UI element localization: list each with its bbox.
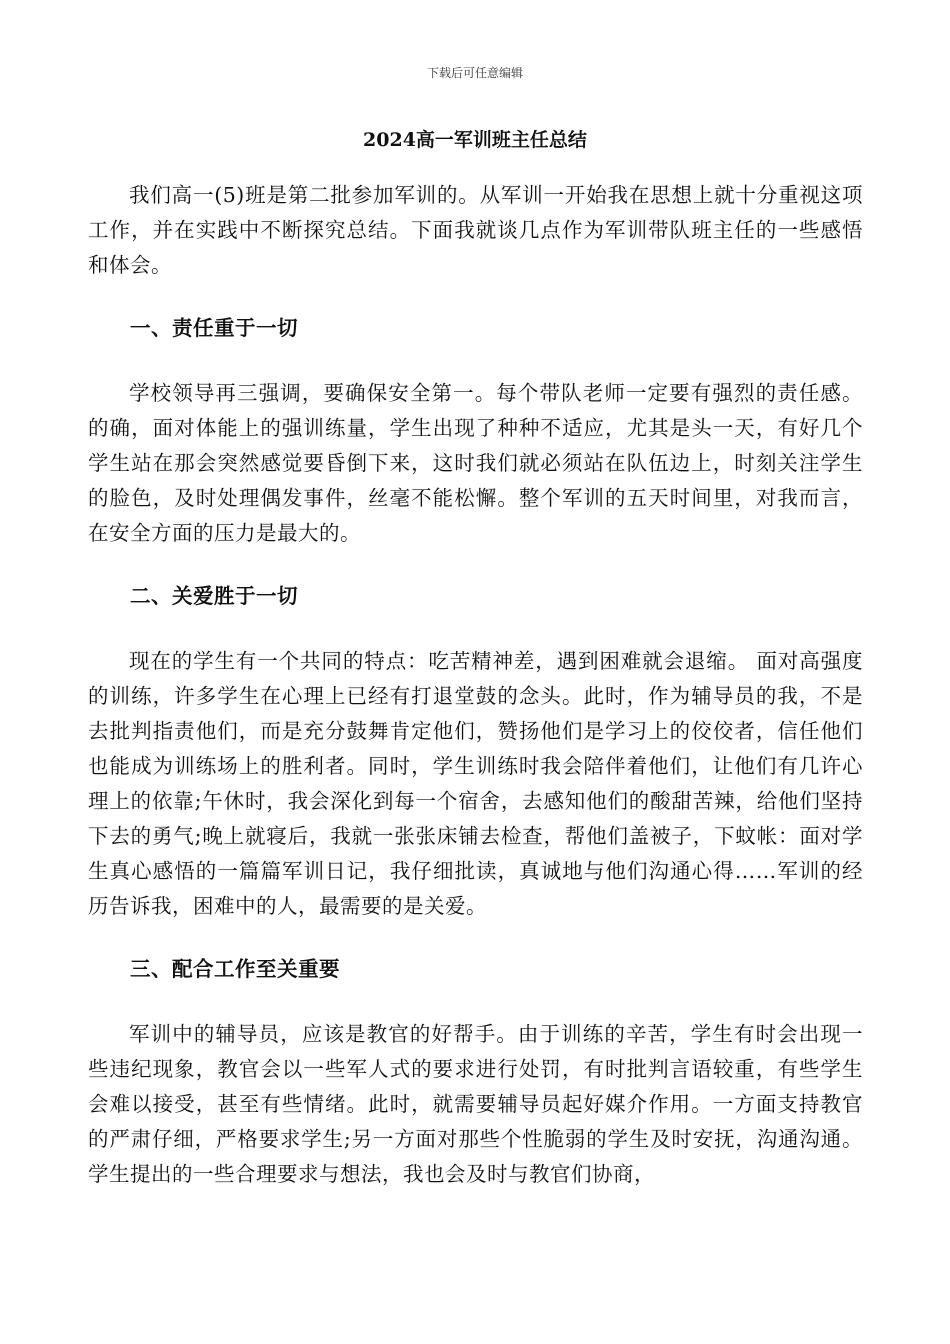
document-body (88, 178, 863, 1192)
section-heading-2: 二、关爱胜于一切 (130, 584, 298, 608)
header-note: 下载后可任意编辑 (426, 66, 523, 80)
section-paragraph-3: 军训中的辅导员，应该是教官的好帮手。由于训练的辛苦，学生有时会出现一些违纪现象，教官会以一些军人式的要求进行处罚，有时批判言语较重，有些学生会难以接受，甚至有些情绪。此时，就需要辅导员起好媒介作用。一方面支持教官的严肃仔细，严格要求学生;另一方面对那些个性脆弱的学生及时安抚，沟通沟通。学生提出的一些合理要求与想法，我也会及时与教官们协商， (88, 1022, 863, 1186)
section-paragraph-1: 学校领导再三强调，要确保安全第一。每个带队老师一定要有强烈的责任感。的确，面对体能上的强训练量，学生出现了种种不适应，尤其是头一天，有好几个学生站在那会突然感觉要昏倒下来，这时我们就必须站在队伍边上，时刻关注学生的脸色，及时处理偶发事件，丝毫不能松懈。整个军训的五天时间里，对我而言，在安全方面的压力是最大的。 (88, 381, 863, 545)
document-title: 2024高一军训班主任总结 (363, 129, 587, 151)
section-heading-1: 一、责任重于一切 (130, 316, 298, 340)
section-paragraph-2: 现在的学生有一个共同的特点：吃苦精神差，遇到困难就会退缩。 面对高强度的训练，许多学生在心理上已经有打退堂鼓的念头。此时，作为辅导员的我，不是去批判指责他们，而是充分鼓舞肯定他们，赞扬他们是学习上的佼佼者，信任他们也能成为训练场上的胜利者。同时，学生训练时我会陪伴着他们，让他们有几许心理上的依靠;午休时，我会深化到每一个宿舍，去感知他们的酸甜苦辣，给他们坚持下去的勇气;晚上就寝后，我就一张张床铺去检查，帮他们盖被子，下蚊帐：面对学生真心感悟的一篇篇军训日记，我仔细批读，真诚地与他们沟通心得……军训的经历告诉我，困难中的人，最需要的是关爱。 (88, 649, 863, 918)
intro-paragraph: 我们高一(5)班是第二批参加军训的。从军训一开始我在思想上就十分重视这项工作，并在实践中不断探究总结。下面我就谈几点作为军训带队班主任的一些感悟和体会。 (88, 183, 863, 277)
section-heading-3: 三、配合工作至关重要 (130, 957, 340, 981)
